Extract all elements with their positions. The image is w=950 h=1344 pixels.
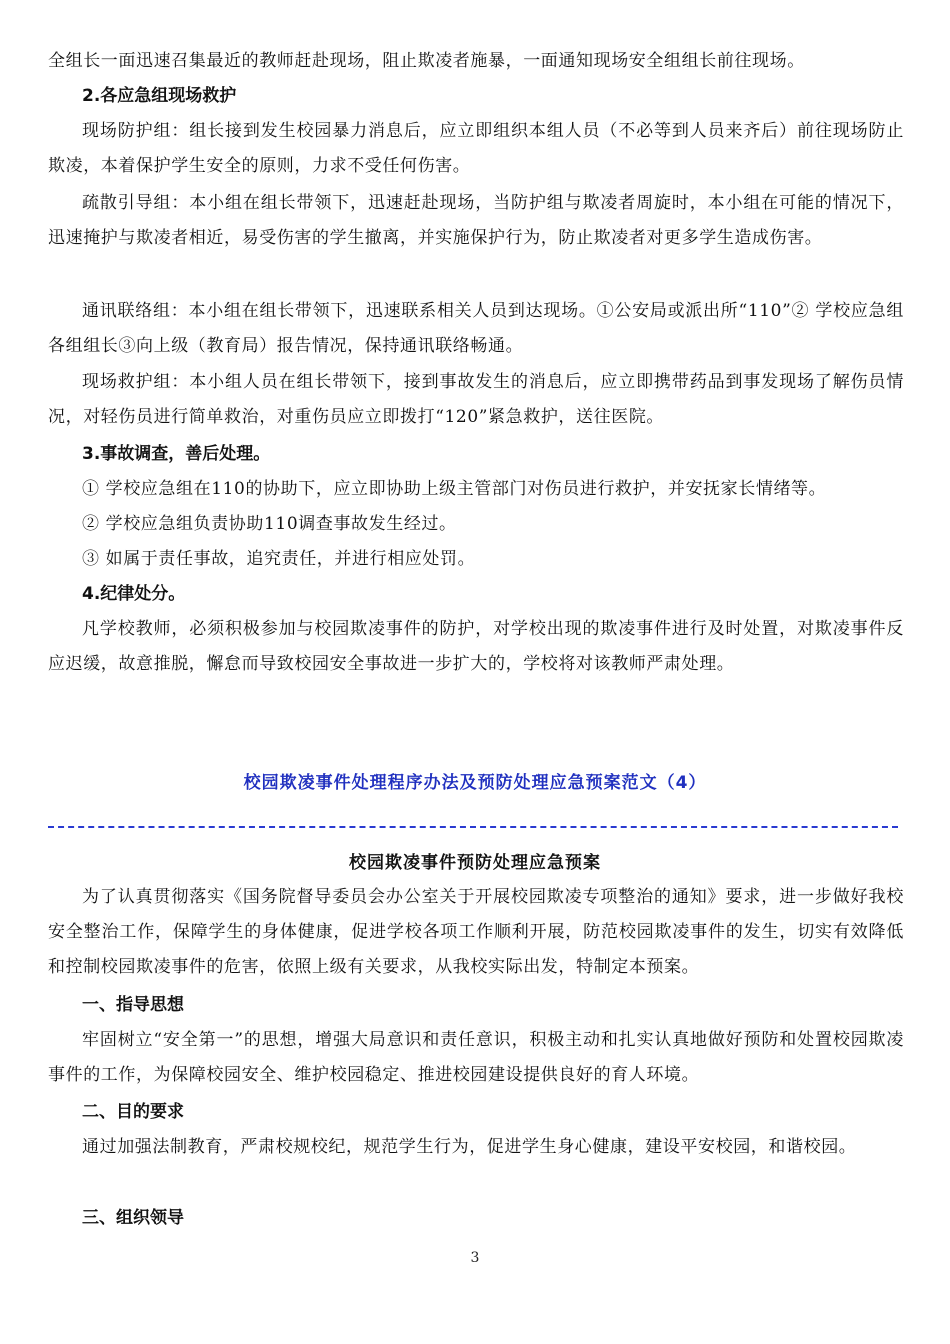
heading-discipline: 4.纪律处分。 bbox=[82, 584, 186, 604]
paragraph-evacuation-team: 疏散引导组：本小组在组长带领下，迅速赶赴现场，当防护组与欺凌者周旋时，本小组在可能的情况下，迅速掩护与欺凌者相近，易受伤害的学生撤离，并实施保护行为，防止欺凌者对更多学生造成伤害。 bbox=[48, 193, 904, 248]
page-number: 3 bbox=[470, 1250, 480, 1266]
paragraph-rescue-team: 现场救护组：本小组人员在组长带领下，接到事故发生的消息后，应立即携带药品到事发现场了解伤员情况，对轻伤员进行简单救治，对重伤员应立即拨打“120”紧急救护，送往医院。 bbox=[48, 372, 904, 427]
heading-guiding-ideology: 一、指导思想 bbox=[82, 995, 184, 1015]
list-item-1: ① 学校应急组在110的协助下，应立即协助上级主管部门对伤员进行救护，并安抚家长情绪等。 bbox=[82, 479, 827, 499]
article-title: 校园欺凌事件处理程序办法及预防处理应急预案范文（4） bbox=[243, 773, 707, 793]
paragraph-guiding-ideology: 牢固树立“安全第一”的思想，增强大局意识和责任意识，积极主动和扎实认真地做好预防和处置校园欺凌事件的工作，为保障校园安全、维护校园稳定、推进校园建设提供良好的育人环境。 bbox=[48, 1030, 904, 1085]
heading-investigation: 3.事故调查，善后处理。 bbox=[82, 444, 271, 464]
paragraph-protection-team: 现场防护组：组长接到发生校园暴力消息后，应立即组织本组人员（不必等到人员来齐后）前往现场防止欺凌，本着保护学生安全的原则，力求不受任何伤害。 bbox=[48, 121, 904, 176]
dashed-divider bbox=[48, 826, 898, 828]
paragraph-objectives: 通过加强法制教育，严肃校规校纪，规范学生行为，促进学生身心健康，建设平安校园，和谐校园。 bbox=[82, 1137, 857, 1157]
heading-organization: 三、组织领导 bbox=[82, 1208, 184, 1228]
heading-objectives: 二、目的要求 bbox=[82, 1102, 184, 1122]
paragraph-communication-team: 通讯联络组：本小组在组长带领下，迅速联系相关人员到达现场。①公安局或派出所“110”② 学校应急组各组组长③向上级（教育局）报告情况，保持通讯联络畅通。 bbox=[48, 301, 904, 356]
list-item-2: ② 学校应急组负责协助110调查事故发生经过。 bbox=[82, 514, 457, 534]
paragraph-discipline: 凡学校教师，必须积极参加与校园欺凌事件的防护，对学校出现的欺凌事件进行及时处置，对欺凌事件反应迟缓，故意推脱，懈怠而导致校园安全事故进一步扩大的，学校将对该教师严肃处理。 bbox=[48, 619, 904, 674]
paragraph-intro-continuation: 全组长一面迅速召集最近的教师赶赴现场，阻止欺凌者施暴，一面通知现场安全组组长前往现场。 bbox=[48, 51, 805, 71]
paragraph-preamble: 为了认真贯彻落实《国务院督导委员会办公室关于开展校园欺凌专项整治的通知》要求，进一步做好我校安全整治工作，保障学生的身体健康，促进学校各项工作顺利开展，防范校园欺凌事件的发生，切实有效降低和控制校园欺凌事件的危害，依照上级有关要求，从我校实际出发，特制定本预案。 bbox=[48, 887, 904, 977]
document-subtitle: 校园欺凌事件预防处理应急预案 bbox=[349, 853, 601, 873]
heading-emergency-rescue: 2.各应急组现场救护 bbox=[82, 86, 237, 106]
list-item-3: ③ 如属于责任事故，追究责任，并进行相应处罚。 bbox=[82, 549, 476, 569]
